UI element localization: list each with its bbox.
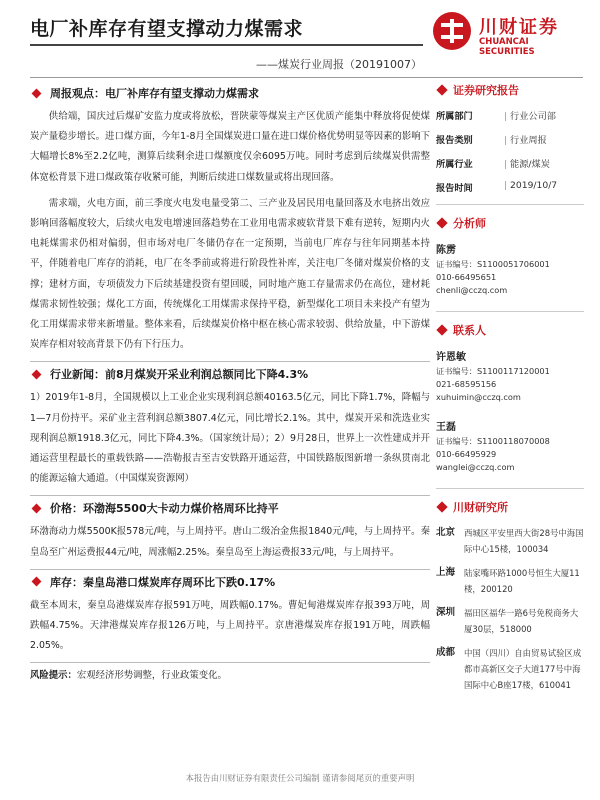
analyst-phone: 010-66495651: [436, 272, 497, 282]
report-title: 电厂补库存有望支撑动力煤需求: [30, 18, 304, 40]
paragraph-demand: 需求端，火电方面，前三季度火电发电量受第二、三产业及居民用电量回落及水电挤出效应影响回落幅度较大，后续火电发电增速回落趋势在工业用电需求疲软背景下难有逆转，短期内火电耗煤需求仍相对偏弱，但市场对电厂冬储仍存在一定预期，当前电厂库存与往年同期基本持平，伴随着电厂库存的消耗，电厂在冬季前或将进行阶段性补库，关注电厂冬储对煤炭价格的支撑；建材方面，专项债发力下后续基建投资有望回暖，同时地产施工存量需求仍在高位，建材耗煤需求韧性较强；煤化工方面，传统煤化工用煤需求保持平稳，新型煤化工项目未来投产有望为化工用煤需求带来新增量。整体来看，后续煤炭价格中枢在核心需求较弱、供给放量，中下游煤炭库存相对较高背景下仍有下行压力。: [30, 197, 430, 351]
sidebar-divider: [436, 204, 584, 205]
analyst-card: [436, 241, 584, 297]
paragraph-supply: 供给端，国庆过后煤矿安监力度或将放松，晋陕蒙等煤炭主产区优质产能集中释放将促使煤炭产量稳步增长。进口煤方面，今年1-8月全国煤炭进口量在进口煤价格优势明显等因素的影响下大幅增长8%至2.2亿吨，测算后续剩余进口煤额度仅余6095万吨。同时考虑到后续煤炭供需整体宽松背景下进口煤政策存收紧可能，判断后续进口煤数量或将出现回落。: [30, 111, 430, 183]
office-entry: 深圳 福田区福华一路6号免税商务大厦30层，518000: [436, 607, 579, 634]
contact-name: 王磊: [436, 422, 456, 433]
section-heading: 行业新闻：前8月煤炭开采业利润总额同比下降4.3%: [30, 366, 430, 382]
contact-phone: 021-68595156: [436, 379, 497, 389]
contact-card: [436, 418, 584, 474]
institute-heading: 川财研究所: [436, 499, 584, 515]
report-subtitle: ——煤炭行业周报（20191007）: [256, 58, 422, 71]
bullet-icon: [32, 504, 42, 514]
info-row: 所属部门 | 行业公司部: [436, 108, 584, 122]
info-row: 所属行业 | 能源/煤炭: [436, 156, 584, 170]
sidebar-divider: [436, 488, 584, 489]
section-divider: [30, 662, 430, 663]
contact-cert: 证书编号：S1100117120001: [436, 366, 550, 376]
info-row: 报告类别 | 行业周报: [436, 132, 584, 146]
analyst-email[interactable]: chenli@cczq.com: [436, 285, 508, 295]
main-content: [30, 82, 430, 681]
bullet-icon: [32, 88, 42, 98]
bullet-icon: [32, 577, 42, 587]
paragraph-price: 环渤海动力煤5500K报578元/吨，与上周持平。唐山二级冶金焦报1840元/吨，与上周持平。秦皇岛至广州运费报44元/吨，周涨幅2.25%。秦皇岛至上海运费报33元/吨，与上周持平。: [30, 526, 430, 558]
office-entry: 北京 西城区平安里西大街28号中海国际中心15楼，100034: [436, 527, 584, 554]
report-info-heading: 证券研究报告: [436, 82, 584, 98]
header-rule: [30, 44, 423, 46]
header-divider: [30, 77, 583, 78]
office-entry: 上海 陆家嘴环路1000号恒生大厦11楼，200120: [436, 567, 580, 594]
contact-card: [436, 348, 584, 404]
footer-disclaimer: 本报告由川财证券有限责任公司编制 谨请参阅尾页的重要声明: [185, 773, 415, 783]
contact-phone: 010-66495929: [436, 449, 497, 459]
paragraph-inventory: 截至本周末，秦皇岛港煤炭库存报591万吨，周跌幅0.17%。曹妃甸港煤炭库存报393万吨，周跌幅4.75%。天津港煤炭库存报126万吨，与上周持平。京唐港煤炭库存报191万吨，周跌幅2.05%。: [30, 599, 430, 652]
contact-email[interactable]: xuhuimin@cczq.com: [436, 392, 521, 402]
contact-cert: 证书编号：S1100118070008: [436, 436, 550, 446]
bullet-icon: [32, 369, 42, 379]
risk-warning: 风险提示：宏观经济形势调整，行业政策变化。: [30, 670, 227, 682]
bullet-icon: [436, 501, 447, 512]
logo-text-cn: 川财证券: [479, 17, 559, 38]
section-divider: [30, 495, 430, 496]
contacts-heading: 联系人: [436, 322, 584, 338]
chuancai-logo-icon: [433, 12, 471, 50]
bullet-icon: [436, 217, 447, 228]
section-heading: 库存：秦皇岛港口煤炭库存周环比下跌0.17%: [30, 574, 430, 590]
bullet-icon: [436, 84, 447, 95]
contact-email[interactable]: wanglei@cczq.com: [436, 462, 515, 472]
section-heading: 周报观点：电厂补库存有望支撑动力煤需求: [30, 85, 430, 101]
analyst-name: 陈雳: [436, 245, 456, 256]
company-logo: [433, 12, 583, 57]
info-row: 报告时间 | 2019/10/7: [436, 180, 584, 194]
office-entry: 成都 中国（四川）自由贸易试验区成都市高新区交子大道177号中海国际中心B座17楼，610041: [436, 647, 582, 690]
sidebar-divider: [436, 311, 584, 312]
section-divider: [30, 361, 430, 362]
analyst-cert: 证书编号：S1100051706001: [436, 259, 550, 269]
logo-text-en: CHUANCAI SECURITIES: [479, 37, 535, 57]
section-divider: [30, 569, 430, 570]
section-heading: 价格：环渤海5500大卡动力煤价格周环比持平: [30, 500, 430, 516]
paragraph-news: 1）2019年1-8月，全国规模以上工业企业实现利润总额40163.5亿元，同比下降1.7%，降幅与1—7月份持平。采矿业主营利润总额3807.4亿元，同比增长2.1%。其中，煤炭开采和洗选业实现利润总额1918.3亿元，同比下降4.3%。（国家统计局）；2）9月28日，世界上一次性建成并开通运营里程最长的重载铁路——浩勒报吉至吉安铁路开通运营，中国铁路版图新增一条纵贯南北的能源运输大通道。（中国煤炭资源网）: [30, 392, 430, 485]
bullet-icon: [436, 324, 447, 335]
sidebar: [436, 82, 584, 701]
analyst-heading: 分析师: [436, 215, 584, 231]
contact-name: 许恩敏: [436, 352, 466, 363]
